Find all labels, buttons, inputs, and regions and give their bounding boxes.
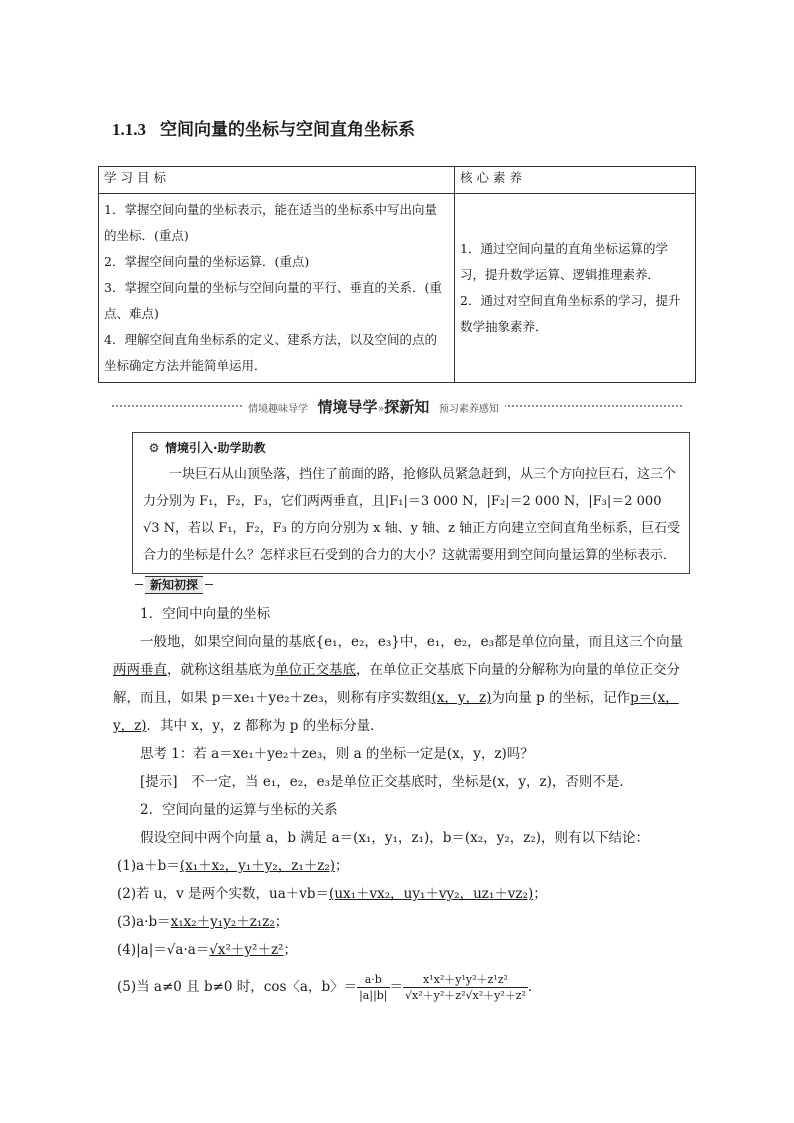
new-knowledge-tag: 新知初探	[145, 576, 203, 594]
gear-icon: ⚙	[148, 441, 160, 455]
section-number: 1.1.3	[112, 120, 146, 139]
blank-answer: 单位正交基底	[275, 662, 356, 678]
core-item: 2．通过对空间直角坐标系的学习，提升数学抽象素养．	[460, 293, 681, 334]
goal-item: 2．掌握空间向量的坐标运算．(重点)	[104, 254, 310, 269]
banner-title-a: 情境导学	[317, 398, 378, 416]
fraction: $\frac{a\cdot b}{|a||b|}$	[359, 973, 388, 1002]
think-question: 思考 1：若 a＝xe₁＋ye₂＋ze₃，则 a 的坐标一定是(x，y，z)吗？	[140, 746, 534, 762]
blank-answer: (x，y，z)	[431, 690, 492, 706]
formula-row: (1)a＋b＝(x₁＋x₂，y₁＋y₂，z₁＋z₂)；	[117, 858, 349, 874]
paragraph: 假设空间中两个向量 a，b 满足 a＝(x₁，y₁，z₁)，b＝(x₂，y₂，z₂)，则有以下结论：	[140, 830, 649, 846]
goal-item: 4．理解空间直角坐标系的定义、建系方法，以及空间的点的坐标确定方法并能简单运用．	[104, 332, 437, 373]
arrow-icon: »	[377, 402, 385, 415]
situation-heading	[145, 439, 266, 456]
formula-row: (5)当 a≠0 且 b≠0 时，cos〈a，b〉＝ $\frac{a\cdot b}{|a||b|}$ ＝ $\frac{\text{x¹x²＋y¹y²＋z¹z²}}{\text{√x²＋y²＋z²√x²＋y²＋z²}}$ ．	[117, 973, 542, 1002]
core-item: 1．通过空间向量的直角坐标运算的学习，提升数学运算、逻辑推理素养．	[460, 241, 668, 282]
blank-answer: (x₁＋x₂，y₁＋y₂，z₁＋z₂)	[179, 858, 336, 874]
banner-title-b: 探新知	[384, 398, 430, 416]
main-content	[113, 600, 693, 1004]
formula-row: (4)|a|＝√a·a＝√x²＋y²＋z²；	[117, 942, 297, 958]
blank-answer: x₁x₂＋y₁y₂＋z₁z₂	[170, 914, 275, 930]
core-header: 核心素养	[455, 167, 696, 194]
goal-item: 1．掌握空间向量的坐标表示，能在适当的坐标系中写出向量的坐标．(重点)	[104, 202, 437, 243]
blank-answer: (ux₁＋vx₂，uy₁＋vy₂，uz₁＋vz₂)	[329, 886, 534, 902]
goals-header: 学习目标	[99, 167, 455, 194]
fraction: $\frac{\text{x¹x²＋y¹y²＋z¹z²}}{\text{√x²＋y²＋z²√x²＋y²＋z²}}$	[405, 973, 526, 1002]
hint: [提示] 不一定，当 e₁，e₂，e₃是单位正交基底时，坐标是(x，y，z)，否则不是．	[140, 774, 633, 790]
goal-item: 3．掌握空间向量的坐标与空间向量的平行、垂直的关系．(重点、难点)	[104, 280, 442, 321]
banner-label	[242, 396, 505, 414]
section-title	[112, 115, 415, 140]
formula-row: (2)若 u，v 是两个实数，ua＋vb＝(ux₁＋vx₂，uy₁＋vy₂，uz₁＋vz₂)；	[117, 886, 547, 902]
banner-left: 情境趣味导学	[248, 404, 308, 415]
blank-answer: p＝(x，y，z)	[113, 690, 679, 734]
situation-heading-text: 情境引入·助学助教	[165, 441, 266, 455]
formula-row: (3)a·b＝x₁x₂＋y₁y₂＋z₁z₂；	[117, 914, 289, 930]
section-banner	[112, 396, 682, 414]
paragraph: 一般地，如果空间向量的基底{e₁，e₂，e₃}中，e₁，e₂，e₃都是单位向量，而且这三个向量两两垂直，就称这组基底为单位正交基底，在单位正交基底下向量的分解称为向量的单位正交分解，而且，如果 p＝xe₁＋ye₂＋ze₃，则称有序实数组(x，y，z)为向量 p 的坐标，记作p＝(x，y，z)．其中 x，y，z 都称为 p 的坐标分量．	[113, 634, 684, 734]
goals-table	[98, 166, 696, 383]
situation-text: 一块巨石从山顶坠落，挡住了前面的路，抢修队员紧急赶到，从三个方向拉巨石，这三个力分别为 F₁，F₂，F₃，它们两两垂直，且|F₁|＝3 000 N，|F₂|＝2 000 N，|F₃|＝2 000 √3 N，若以 F₁，F₂，F₃ 的方向分别为 x 轴、y 轴、z 轴正方向建立空间直角坐标系，巨石受合力的坐标是什么？怎样求巨石受到的合力的大小？这就需要用到空间向量运算的坐标表示．	[143, 467, 681, 563]
situation-box	[132, 432, 690, 574]
blank-answer: 两两垂直	[113, 662, 167, 678]
banner-right: 预习素养感知	[438, 404, 499, 415]
section-title-text: 空间向量的坐标与空间直角坐标系	[160, 120, 415, 140]
blank-answer: √x²＋y²＋z²	[209, 942, 284, 958]
goals-cell	[99, 194, 455, 383]
subsection-title: 2．空间向量的运算与坐标的关系	[140, 802, 338, 818]
core-cell	[455, 194, 696, 383]
subsection-title: 1．空间中向量的坐标	[140, 606, 271, 622]
